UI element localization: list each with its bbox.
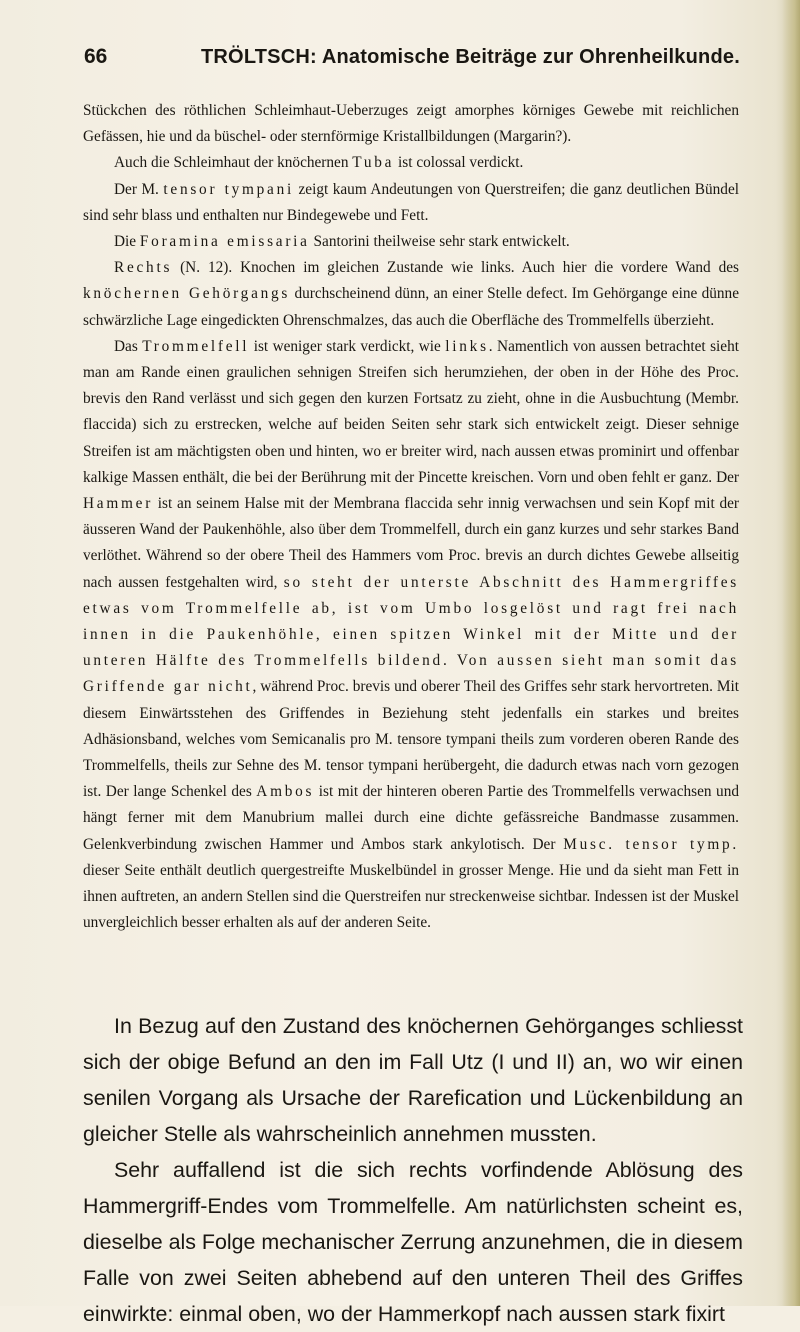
paragraph-1: Stückchen des röthlichen Schleimhaut-Ueberzuges zeigt amorphes körniges Gewebe mit reichlichen Gefässen, hie und da büschel- oder sternförmige Kristallbildungen (Margarin?).: [83, 102, 739, 146]
text-run: Auch die Schleimhaut der knöchernen: [114, 154, 353, 172]
page-edge-shadow: [782, 0, 800, 1306]
page-number: 66: [84, 45, 108, 68]
spaced-passage: so steht der unterste Abschnitt des Hammergriffes etwas vom Trommelfelle ab, ist vom Umbo losgelöst und ragt frei nach innen in die Paukenhöhle, einen spitzen Winkel mit der Mitte und der unteren Hälfte des Trommelfells bildend. Von aussen sieht man somit das Griffende gar nicht: [83, 573, 739, 696]
text-run: . Namentlich von aussen betrachtet sieht man am Rande einen graulichen sehnigen Streifen sich herumziehen, der oben in der Höhe des Proc. brevis den Rand verlässt und sich gegen den kurzen Fortsatz zu zieht, ohne in die Ausbuchtung (Membr. flaccida) sich zu erstrecken, welche auf beiden Seiten sehr stark sich entwickelt zeigt. Dieser sehnige Streifen ist am mächtigsten oben und hinten, wo er breiter wird, nach aussen etwas prominirt und offenbar kalkige Massen enthält, die bei der Berührung mit der Pincette kreischen. Vorn und oben fehlt er ganz. Der: [83, 337, 739, 486]
spaced-term: links: [445, 337, 489, 355]
text-run: ist an seinem Halse mit der Membrana flaccida sehr innig verwachsen und sein Kopf mit der äusseren Wand der Paukenhöhle, also über dem Trommelfell, durch ein ganz kurzes und sehr starkes Band verlöthet. Während so der obere Theil des Hammers vom Proc. brevis an durch dichtes Gewebe allseitig nach aussen festgehalten wird,: [83, 495, 739, 591]
text-run: Santorini theilweise sehr stark entwickelt.: [309, 233, 570, 251]
spaced-term: tensor tympani: [163, 180, 294, 198]
text-run: ist colossal verdickt.: [394, 154, 524, 172]
paragraph-4: [83, 229, 739, 255]
text-run: Das: [114, 337, 143, 355]
paragraph-5: [83, 255, 739, 334]
spaced-term: Tuba: [352, 154, 395, 172]
text-run: Die: [114, 233, 140, 251]
body-text: [83, 98, 739, 937]
text-run: durchscheinend dünn, an einer Stelle defect. Im Gehörgange eine dünne schwärzliche Lage eingedickten Ohrenschmalzes, das auch die Oberfläche des Trommelfells überzieht.: [83, 285, 739, 329]
paragraph-6: [83, 334, 739, 937]
text-run: (N. 12). Knochen im gleichen Zustande wie links. Auch hier die vordere Wand des: [172, 259, 739, 277]
spaced-term: Musc. tensor tymp.: [563, 835, 739, 853]
spaced-term: knöchernen Gehörgangs: [83, 285, 291, 303]
paragraph-2: [83, 150, 739, 176]
text-run: dieser Seite enthält deutlich quergestreifte Muskelbündel in grosser Menge. Hie und da sieht man Fett in ihnen auftreten, an andern Stellen sind die Querstreifen nur streckenweise sichtbar. Indessen ist der Muskel unvergleichlich besser erhalten als auf der anderen Seite.: [83, 861, 739, 932]
spaced-term: Rechts: [114, 259, 173, 277]
spaced-term: Trommelfell: [142, 337, 250, 355]
spaced-term: Hammer: [83, 495, 154, 513]
text-run: ist mit der hinteren oberen Partie des Trommelfells verwachsen und hängt ferner mit dem Manubrium mallei durch eine dichte gefässreiche Bandmasse zusammen. Gelenkverbindung zwischen Hammer und Ambos stark ankylotisch. Der: [83, 783, 739, 853]
running-head: [84, 42, 740, 76]
paragraph-3: [83, 177, 739, 229]
text-run: zeigt kaum Andeutungen von Querstreifen; die ganz deutlichen Bündel sind sehr blass und enthalten nur Bindegewebe und Fett.: [83, 180, 739, 224]
spaced-term: Foramina emissaria: [139, 233, 310, 251]
large-type-section: [83, 1008, 743, 1332]
text-run: ist weniger stark verdickt, wie: [249, 337, 446, 355]
large-paragraph-1: In Bezug auf den Zustand des knöchernen Gehörganges schliesst sich der obige Befund an den im Fall Utz (I und II) an, wo wir einen senilen Vorgang als Ursache der Rarefication und Lückenbildung an gleicher Stelle als wahrscheinlich annehmen mussten.: [83, 1014, 743, 1146]
header-title: TRÖLTSCH: Anatomische Beiträge zur Ohrenheilkunde.: [201, 46, 740, 68]
text-run: Der M.: [114, 180, 164, 198]
spaced-term: Ambos: [256, 783, 315, 801]
text-run: , während Proc. brevis und oberer Theil des Griffes sehr stark hervortreten. Mit diesem Einwärtsstehen des Griffendes in Beziehung steht jedenfalls ein starkes und breites Adhäsionsband, welches vom Semicanalis pro M. tensore tympani theils zum vorderen oberen Rande des Trommelfells, theils zur Sehne des M. tensor tympani herübergeht, die dadurch etwas nach vorn gezogen ist. Der lange Schenkel des: [83, 678, 739, 801]
large-paragraph-2: Sehr auffallend ist die sich rechts vorfindende Ablösung des Hammergriff-Endes vom Trommelfelle. Am natürlichsten scheint es, dieselbe als Folge mechanischer Zerrung anzunehmen, die in diesem Falle von zwei Seiten abhebend auf den unteren Theil des Griffes einwirkte: einmal oben, wo der Hammerkopf nach aussen stark fixirt: [83, 1158, 743, 1326]
